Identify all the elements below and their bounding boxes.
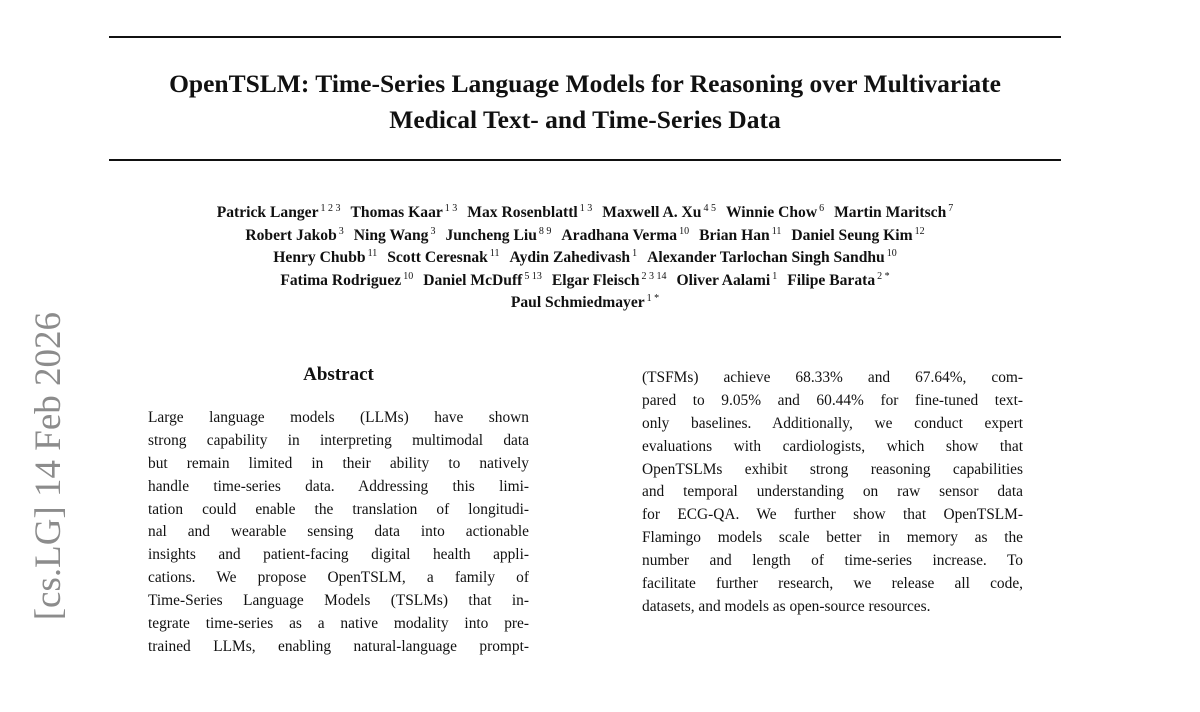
abstract-line: facilitate further research, we release all code, [642, 575, 1023, 593]
author-affiliation: 11 [367, 248, 378, 260]
top-rule [109, 36, 1061, 38]
abstract-line: Time-Series Language Models (TSLMs) that in- [148, 592, 529, 610]
abstract-line: nal and wearable sensing data into actionable [148, 523, 529, 541]
author-affiliation: 1 [772, 270, 778, 282]
author-line [109, 247, 1061, 270]
author-name-text: Daniel McDuff [423, 271, 523, 289]
author-affiliation: 1 [632, 248, 638, 260]
author-name-text: Paul Schmiedmayer [510, 294, 645, 312]
author-affiliation: 2 * [877, 270, 890, 282]
author-name [787, 272, 889, 289]
author-name [509, 249, 637, 266]
author-name-text: Scott Ceresnak [387, 249, 488, 267]
author-name-text: Robert Jakob [245, 226, 337, 244]
abstract-line: tation could enable the translation of longitudi- [148, 500, 529, 518]
arxiv-identifier-stamp: [cs.LG] 14 Feb 2026 [28, 312, 69, 621]
author-line [109, 202, 1061, 225]
author-name-text: Ning Wang [353, 226, 429, 244]
bottom-rule [109, 159, 1061, 161]
author-affiliation: 11 [771, 225, 782, 237]
abstract-line: evaluations with cardiologists, which show that [642, 437, 1023, 455]
abstract-line: number and length of time-series increase. To [642, 552, 1023, 570]
paper-title [109, 66, 1061, 138]
author-name-text: Elgar Fleisch [551, 271, 640, 289]
abstract-line: cations. We propose OpenTSLM, a family of [148, 569, 529, 587]
abstract-line: Large language models (LLMs) have shown [148, 409, 529, 426]
author-name [647, 249, 897, 266]
author-name [561, 227, 689, 244]
author-name-text: Max Rosenblattl [467, 204, 578, 221]
author-name-text: Aradhana Verma [561, 226, 678, 244]
author-name [217, 204, 341, 221]
abstract-line: insights and patient-facing digital health appli- [148, 546, 529, 564]
author-name-text: Oliver Aalami [676, 271, 771, 289]
author-name-text: Fatima Rodriguez [280, 271, 402, 289]
author-name [387, 249, 499, 266]
abstract-line: for ECG-QA. We further show that OpenTSLM- [642, 506, 1023, 524]
abstract-line: and temporal understanding on raw sensor data [642, 483, 1023, 501]
author-name [511, 294, 659, 311]
author-name [445, 227, 551, 244]
author-name [273, 249, 377, 266]
author-affiliation: 1 3 [444, 203, 458, 214]
author-name [699, 227, 781, 244]
author-affiliation: 6 [819, 203, 825, 214]
author-affiliation: 11 [489, 248, 500, 260]
author-line [109, 270, 1061, 293]
author-name-text: Daniel Seung Kim [791, 226, 913, 244]
author-name-text: Maxwell A. Xu [602, 204, 702, 221]
author-affiliation: 1 2 3 [320, 203, 341, 214]
title-line: OpenTSLM: Time-Series Language Models for Reasoning over Multivariate [169, 69, 1001, 98]
author-name-text: Aydin Zahedivash [509, 249, 631, 267]
author-affiliation: 4 5 [703, 203, 716, 214]
author-name [467, 204, 592, 221]
author-name-text: Juncheng Liu [445, 226, 537, 244]
author-name [354, 227, 436, 244]
author-name-text: Henry Chubb [273, 249, 366, 267]
abstract-line: datasets, and models as open-source resources. [642, 597, 931, 615]
author-affiliation: 12 [914, 225, 925, 237]
author-name-text: Thomas Kaar [350, 204, 443, 221]
abstract-line: Flamingo models scale better in memory as the [642, 529, 1023, 547]
author-name [834, 204, 953, 221]
author-name [351, 204, 458, 221]
abstract-line: strong capability in interpreting multimodal data [148, 431, 529, 449]
author-name [245, 227, 343, 244]
author-name-text: Patrick Langer [216, 204, 319, 221]
author-name-text: Filipe Barata [787, 271, 876, 289]
author-name-text: Martin Maritsch [834, 204, 947, 221]
abstract-column-right [642, 367, 1023, 619]
author-name-text: Brian Han [699, 226, 770, 244]
abstract-line: only baselines. Additionally, we conduct expert [642, 414, 1023, 432]
abstract-column-left [148, 407, 529, 659]
abstract-line: (TSFMs) achieve 68.33% and 67.64%, com- [642, 369, 1023, 386]
title-line: Medical Text- and Time-Series Data [389, 105, 781, 134]
author-affiliation: 10 [403, 270, 414, 282]
abstract-line: handle time-series data. Addressing this limi- [148, 477, 529, 495]
author-name-text: Winnie Chow [725, 204, 818, 221]
author-affiliation: 5 13 [524, 270, 542, 282]
author-affiliation: 1 * [646, 293, 660, 305]
abstract-line: OpenTSLMs exhibit strong reasoning capabilities [642, 460, 1023, 478]
author-name [677, 272, 778, 289]
author-name [423, 272, 542, 289]
author-line [109, 225, 1061, 248]
abstract-heading: Abstract [303, 364, 374, 385]
author-name [726, 204, 824, 221]
abstract-line: tegrate time-series as a native modality into pre- [148, 615, 529, 633]
author-name [552, 272, 667, 289]
author-affiliation: 3 [338, 225, 344, 237]
author-line [109, 292, 1061, 315]
author-affiliation: 2 3 14 [641, 270, 667, 282]
abstract-line: trained LLMs, enabling natural-language prompt- [148, 637, 529, 655]
author-affiliation: 3 [430, 225, 436, 237]
author-name-text: Alexander Tarlochan Singh Sandhu [647, 249, 885, 267]
author-affiliation: 7 [948, 203, 954, 214]
author-affiliation: 10 [886, 248, 897, 260]
author-affiliation: 10 [679, 225, 690, 237]
author-name [602, 204, 716, 221]
author-affiliation: 1 3 [579, 203, 593, 214]
author-affiliation: 8 9 [538, 225, 552, 237]
author-list [109, 202, 1061, 315]
author-name [280, 272, 413, 289]
abstract-line: pared to 9.05% and 60.44% for fine-tuned text- [642, 391, 1023, 409]
abstract-line: but remain limited in their ability to natively [148, 454, 529, 472]
author-name [791, 227, 924, 244]
